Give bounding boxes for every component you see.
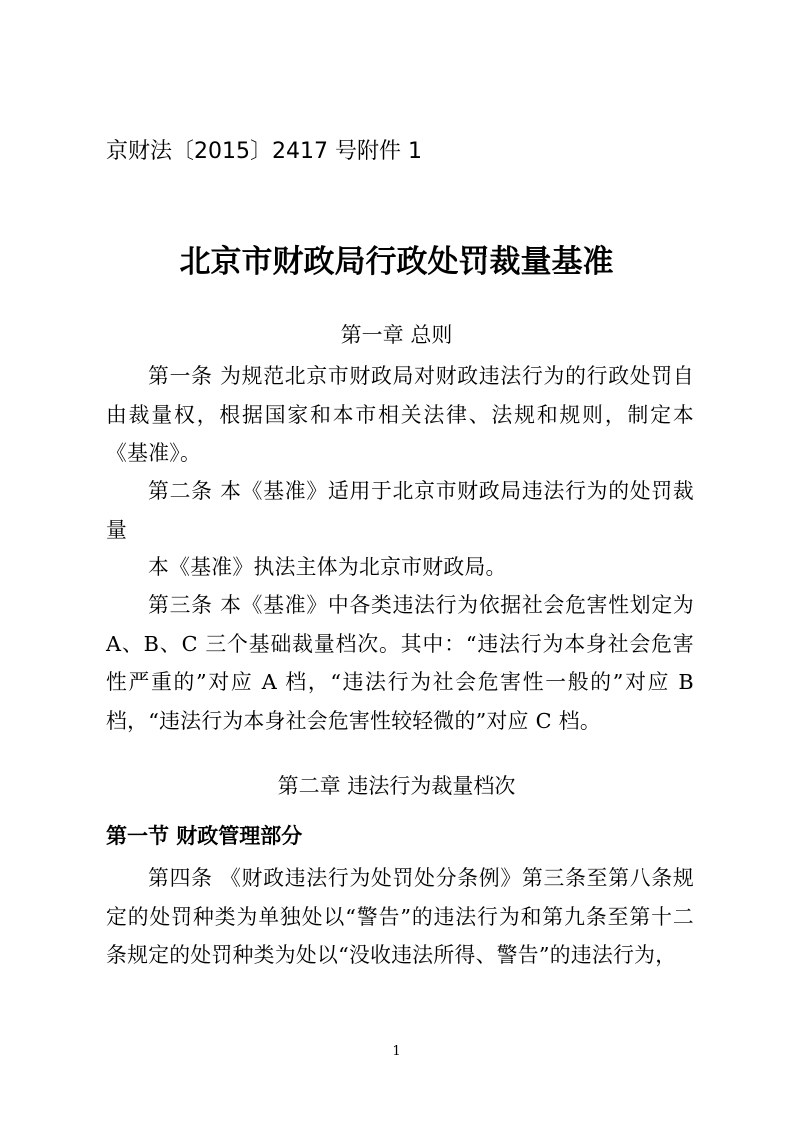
document-number: 京财法〔2015〕2417 号附件 1 — [106, 139, 422, 164]
document-title: 北京市财政局行政处罚裁量基准 — [179, 244, 614, 280]
article-2-paragraph: 第二条 本《基准》适用于北京市财政局违法行为的处罚裁量 — [106, 479, 694, 542]
article-1-paragraph: 第一条 为规范北京市财政局对财政违法行为的行政处罚自由裁量权，根据国家和本市相关法律、法规和规则，制定本《基准》。 — [106, 364, 694, 465]
chapter-1-heading: 第一章 总则 — [340, 323, 453, 347]
section-1-heading: 第一节 财政管理部分 — [106, 824, 303, 848]
article-4-paragraph: 第四条 《财政违法行为处罚处分条例》第三条至第八条规定的处罚种类为单独处以“警告”的违法行为和第九条至第十二条规定的处罚种类为处以“没收违法所得、警告”的违法行为， — [106, 866, 694, 967]
enforcement-subject-paragraph: 本《基准》执法主体为北京市财政局。 — [148, 555, 507, 579]
article-3-paragraph: 第三条 本《基准》中各类违法行为依据社会危害性划定为 A、B、C 三个基础裁量档次。其中：“违法行为本身社会危害性严重的”对应 A 档，“违法行为社会危害性一般的”对应 B 档，“违法行为本身社会危害性较轻微的”对应 C 档。 — [106, 593, 694, 733]
chapter-2-heading: 第二章 违法行为裁量档次 — [277, 774, 516, 798]
page-number: 1 — [392, 1044, 401, 1059]
